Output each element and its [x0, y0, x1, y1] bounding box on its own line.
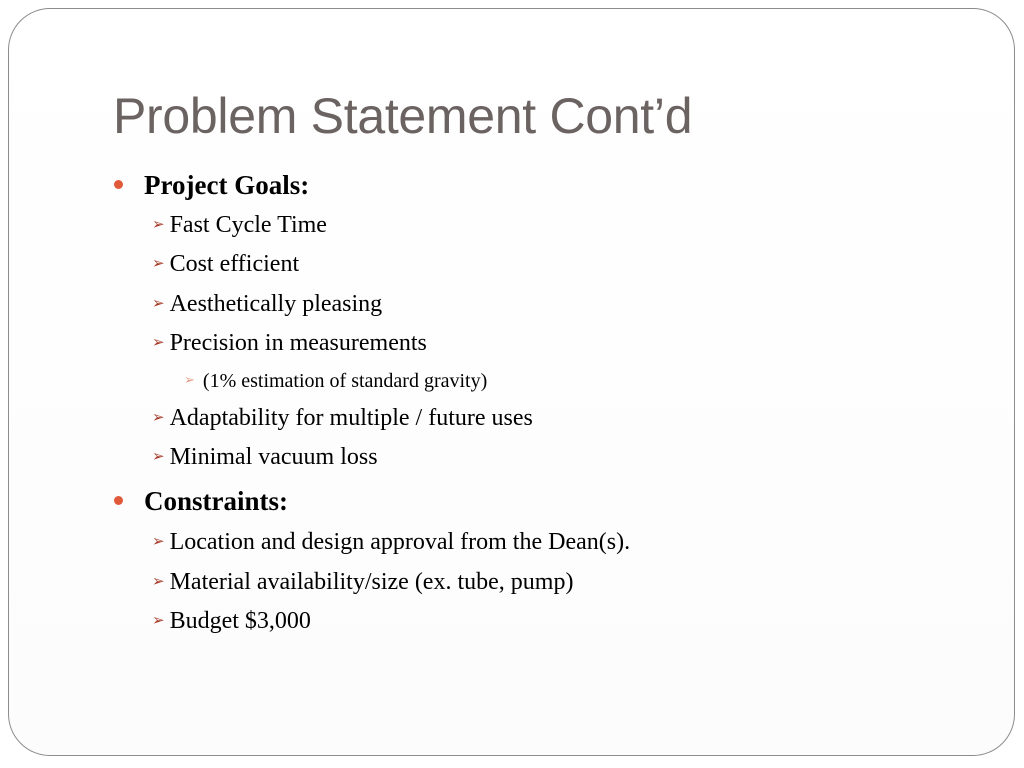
list-item [152, 526, 630, 558]
list-item [152, 566, 573, 598]
arrowhead-bullet-icon: ➢ [152, 408, 165, 426]
arrowhead-bullet-icon: ➢ [152, 333, 165, 351]
list-item [152, 327, 427, 359]
section-heading-project-goals [114, 168, 309, 202]
section-heading-label: Constraints: [144, 485, 289, 516]
list-subitem-label: (1% estimation of standard gravity) [202, 369, 488, 392]
section-heading-label: Project Goals: [144, 169, 310, 200]
list-item-label: Fast Cycle Time [169, 211, 327, 238]
list-item-label: Precision in measurements [169, 329, 427, 356]
arrowhead-bullet-icon: ➢ [152, 611, 165, 629]
list-item [152, 209, 327, 241]
arrowhead-bullet-icon: ➢ [152, 447, 165, 465]
arrowhead-sub-bullet-icon: ➢ [184, 372, 195, 388]
list-item-label: Material availability/size (ex. tube, pump) [169, 568, 574, 595]
round-bullet-icon [114, 180, 123, 189]
list-item [152, 248, 299, 280]
round-bullet-icon [114, 496, 123, 505]
list-item [152, 288, 382, 320]
slide-title: Problem Statement Cont’d [113, 88, 693, 144]
list-item-label: Budget $3,000 [169, 607, 311, 634]
arrowhead-bullet-icon: ➢ [152, 294, 165, 312]
list-item-label: Aesthetically pleasing [169, 290, 383, 317]
arrowhead-bullet-icon: ➢ [152, 254, 165, 272]
list-item-label: Minimal vacuum loss [169, 443, 378, 470]
arrowhead-bullet-icon: ➢ [152, 215, 165, 233]
section-heading-constraints [114, 484, 288, 518]
list-item-label: Adaptability for multiple / future uses [169, 404, 533, 431]
list-item-label: Location and design approval from the Dean(s). [169, 528, 631, 555]
list-item [152, 605, 311, 637]
list-subitem [184, 367, 487, 395]
list-item [152, 441, 378, 473]
arrowhead-bullet-icon: ➢ [152, 572, 165, 590]
arrowhead-bullet-icon: ➢ [152, 532, 165, 550]
list-item [152, 402, 533, 434]
list-item-label: Cost efficient [169, 250, 300, 277]
